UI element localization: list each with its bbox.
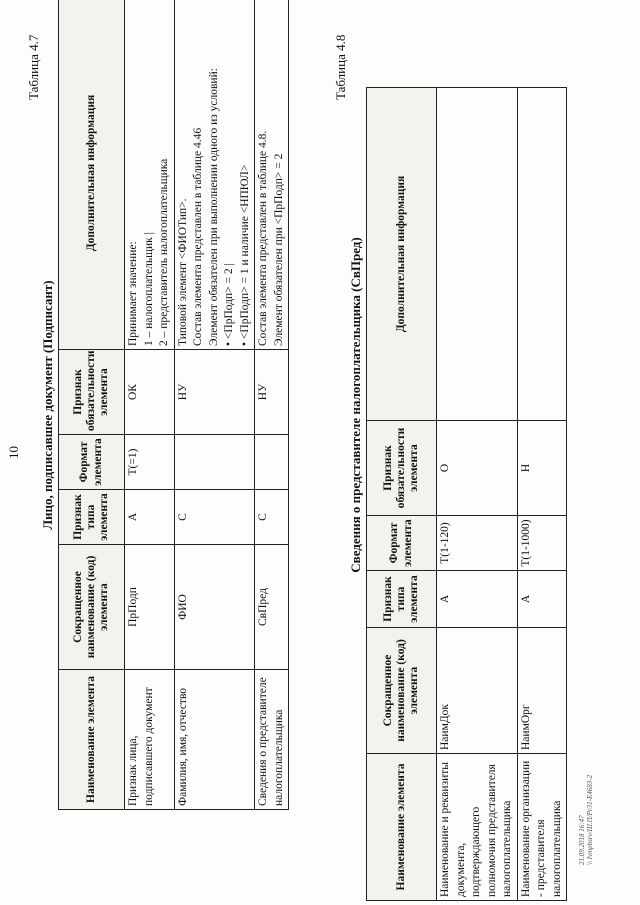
table-4-7-title: Лицо, подписавшее документ (Подписант) [40,280,55,530]
cell-name: Признак лица, подписавшего документ [125,670,175,810]
table-4-8 [366,87,567,901]
header-type: Признак типа элемента [59,490,125,545]
header-info: Дополнительная информация [59,0,125,350]
cell-format: Т(1-120) [437,516,518,571]
cell-info: Типовой элемент <ФИОТип>. Состав элемента представлен в таблице 4.46 Элемент обязателен при выполнении одного из условий: • <ПрПодп> = 2 | • <ПрПодп> = 1 и наличие <НПЮЛ> [174,0,255,350]
table-row [174,0,255,810]
cell-required: О [437,421,518,516]
table-4-7-label: Таблица 4.7 [26,34,41,100]
header-name: Наименование элемента [59,670,125,810]
cell-name: Сведения о представителе налогоплательщика [255,670,289,810]
cell-type: С [174,490,255,545]
table-row [437,88,518,901]
header-code: Сокращенное наименование (код) элемента [367,628,437,754]
cell-name: Наименование организации - представителя налогоплательщика [517,754,567,901]
header-info: Дополнительная информация [367,88,437,421]
cell-required: НУ [255,350,289,435]
header-name: Наименование элемента [367,754,437,901]
header-format: Формат элемента [367,516,437,571]
stamp-date: 21.09.2018 16:47 [578,815,586,865]
cell-name: Фамилия, имя, отчество [174,670,255,810]
cell-code: ФИО [174,545,255,670]
cell-info [437,88,518,421]
table-row [255,0,289,810]
cell-name: Наименование и реквизиты документа, подтверждающего полномочия представителя налогоплательщика [437,754,518,901]
cell-format [174,435,255,490]
cell-code: ПрПодп [125,545,175,670]
header-code: Сокращенное наименование (код) элемента [59,545,125,670]
cell-format [255,435,289,490]
cell-code: НаимОрг [517,628,567,754]
table-row [125,0,175,810]
cell-required: ОК [125,350,175,435]
cell-type: А [437,571,518,628]
cell-code: НаимДок [437,628,518,754]
cell-type: А [125,490,175,545]
cell-format: Т(=1) [125,435,175,490]
header-required: Признак обязательности элемента [59,350,125,435]
table-header-row [59,0,125,810]
cell-format: Т(1-1000) [517,516,567,571]
table-4-8-label: Таблица 4.8 [333,34,348,100]
table-4-7 [58,0,289,810]
page-number: 10 [6,446,21,459]
cell-info: Состав элемента представлен в таблице 4.8. Элемент обязателен при <ПрПодп> = 2 [255,0,289,350]
table-4-8-title: Сведения о представителе налогоплательщика (СвПред) [348,237,363,573]
header-type: Признак типа элемента [367,571,437,628]
cell-type: А [517,571,567,628]
cell-info [517,88,567,421]
cell-info: Принимает значение: 1 – налогоплательщик | 2 – представитель налогоплательщика [125,0,175,350]
table-row [517,88,567,901]
cell-code: СвПред [255,545,289,670]
stamp-path: \\ Ivmpbsrv/Ш.П/Pr31-E4683-2 [586,774,595,865]
table-header-row [367,88,437,901]
header-format: Формат элемента [59,435,125,490]
cell-type: С [255,490,289,545]
print-stamp [578,775,595,865]
cell-required: НУ [174,350,255,435]
cell-required: Н [517,421,567,516]
header-required: Признак обязательности элемента [367,421,437,516]
